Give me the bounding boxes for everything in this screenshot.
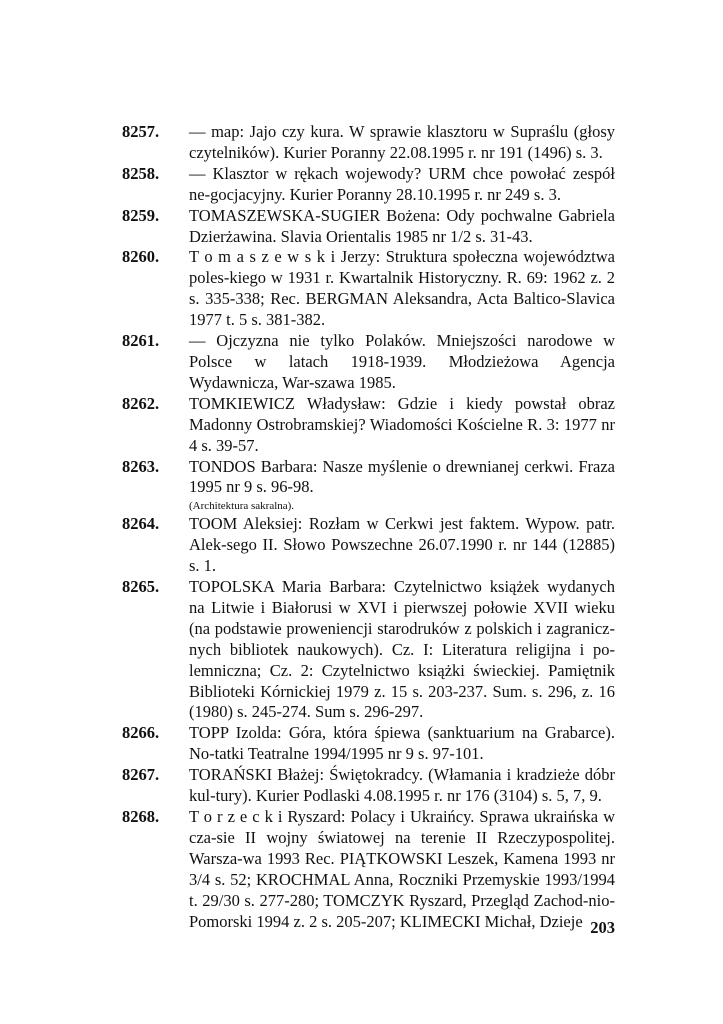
entry-text: T o m a s z e w s k i Jerzy: Struktura społeczna województwa poles-kiego w 1931 r. Kwartalnik Historyczny. R. 69: 1962 z. 2 s. 335-338; Rec. BERGMAN Aleksandra, Acta Baltico-Slavica 1977 t. 5 s. 381-382. — [189, 247, 615, 330]
entry-number: 8262. — [122, 393, 160, 413]
entry-text: TORAŃSKI Błażej: Świętokradcy. (Włamania i kradzieże dóbr kul-tury). Kurier Podlaski 4.08.1995 r. nr 176 (3104) s. 5, 7, 9. — [189, 765, 615, 806]
entry-text: TOPP Izolda: Góra, która śpiewa (sanktuarium na Grabarce). No-tatki Teatralne 1994/1995 nr 9 s. 97-101. — [189, 723, 615, 764]
entry-number: 8266. — [122, 723, 160, 743]
page-number: 203 — [590, 918, 615, 937]
entry-text: — map: Jajo czy kura. W sprawie klasztoru w Supraślu (głosy czytelników). Kurier Poranny 22.08.1995 r. nr 191 (1496) s. 3. — [189, 122, 615, 162]
entry-number: 8260. — [122, 247, 160, 267]
entry-number: 8258. — [122, 163, 160, 183]
entry-8260 — [122, 247, 615, 331]
entry-number: 8268. — [122, 807, 160, 826]
entry-number: 8257. — [122, 122, 160, 141]
entry-8258 — [122, 164, 615, 206]
entry-8257 — [122, 122, 615, 164]
entry-8261 — [122, 331, 615, 394]
entry-8264 — [122, 514, 615, 577]
entry-8263 — [122, 457, 615, 515]
entry-number: 8264. — [122, 514, 160, 534]
entry-number: 8263. — [122, 456, 160, 476]
entry-number: 8259. — [122, 205, 160, 225]
entry-text: TOMKIEWICZ Władysław: Gdzie i kiedy powstał obraz Madonny Ostrobramskiej? Wiadomości Kościelne R. 3: 1977 nr 4 s. 39-57. — [189, 393, 615, 455]
entry-note: (Architektura sakralna). — [189, 500, 295, 513]
bibliography-page — [122, 122, 615, 932]
entry-text: TOOM Aleksiej: Rozłam w Cerkwi jest faktem. Wypow. patr. Alek-sego II. Słowo Powszechne 26.07.1990 r. nr 144 (12885) s. 1. — [189, 514, 615, 576]
entry-number: 8265. — [122, 577, 160, 597]
entry-text: TOMASZEWSKA-SUGIER Bożena: Ody pochwalne Gabriela Dzierżawina. Slavia Orientalis 1985 nr 1/2 s. 31-43. — [189, 205, 615, 246]
entry-8259 — [122, 206, 615, 248]
entry-8266 — [122, 723, 615, 765]
entry-number: 8261. — [122, 331, 160, 351]
entry-text: T o r z e c k i Ryszard: Polacy i Ukraińcy. Sprawa ukraińska w cza-sie II wojny światowej na terenie II Rzeczypospolitej. Warsza-wa 1993 Rec. PIĄTKOWSKI Leszek, Kamena 1993 nr 3/4 s. 52; KROCHMAL Anna, Roczniki Przemyskie 1993/1994 t. 29/30 s. 277-280; TOMCZYK Ryszard, Przegląd Zachod-nio-Pomorski 1994 z. 2 s. 205-207; KLIMECKI Michał, Dzieje — [189, 807, 615, 931]
entry-number: 8267. — [122, 765, 160, 785]
entry-text: TOPOLSKA Maria Barbara: Czytelnictwo książek wydanych na Litwie i Białorusi w XVI i pierwszej połowie XVII wieku (na podstawie proweniencji starodruków z polskich i zagranicz-nych bibliotek naukowych). Cz. I: Literatura religijna i po-lemniczna; Cz. 2: Czytelnictwo książki świeckiej. Pamiętnik Biblioteki Kórnickiej 1979 z. 15 s. 203-237. Sum. s. 296, z. 16 (1980) s. 245-274. Sum s. 296-297. — [189, 577, 615, 722]
entry-text: — Ojczyzna nie tylko Polaków. Mniejszości narodowe w Polsce w latach 1918-1939. Młodzieżowa Agencja Wydawnicza, War-szawa 1985. — [189, 331, 615, 392]
entry-8267 — [122, 765, 615, 807]
entry-8262 — [122, 394, 615, 457]
entry-text: — Klasztor w rękach wojewody? URM chce powołać zespół ne-gocjacyjny. Kurier Poranny 28.10.1995 r. nr 249 s. 3. — [189, 163, 615, 204]
entry-8268 — [122, 807, 615, 932]
entry-text: TONDOS Barbara: Nasze myślenie o drewnianej cerkwi. Fraza 1995 nr 9 s. 96-98. — [189, 456, 615, 497]
entry-8265 — [122, 577, 615, 723]
